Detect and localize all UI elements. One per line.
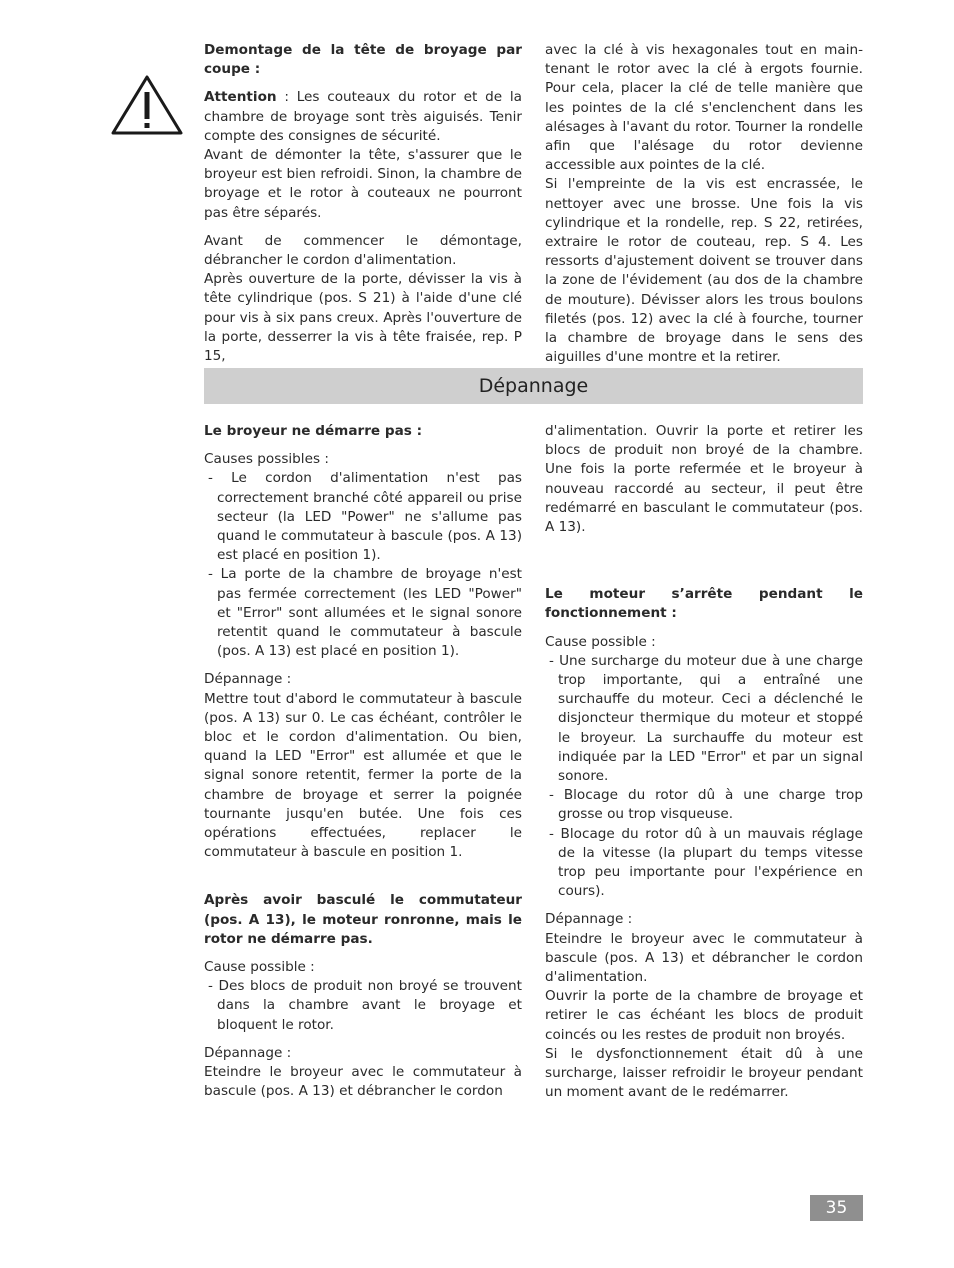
top-left-column	[204, 41, 522, 366]
top-right-column	[545, 41, 863, 367]
cause-label: Cause possible :	[545, 633, 656, 650]
depannage-text: Si le dysfonctionnement était dû à une surcharge, laisser refroidir le broyeur pendant un moment avant de le redémarrer.	[545, 1045, 863, 1101]
causes-label: Causes possibles :	[204, 451, 329, 468]
section-title-banner: Dépannage	[204, 368, 863, 404]
depannage-label: Dépannage :	[204, 1044, 292, 1061]
list-item: - Blocage du rotor dû à un mauvais réglage de la vitesse (la plupart du temps vitesse trop peu importante pour l'expérience en cours).	[549, 825, 863, 900]
list-item: - La porte de la chambre de broyage n'est pas fermée correctement (les LED "Power" et "Error" sont allumées et le signal sonore retentit quand le commutateur à bascule (pos. A 13) est placé en position 1).	[208, 566, 522, 660]
list-item: - Une surcharge du moteur due à une charge trop importante, qui a entraîné une surchauffe du moteur. Ceci a déclenché le disjoncteur thermique du moteur et stoppé le broyeur. La surchauffe du moteur est indiquée par la LED "Error" et par un signal sonore.	[549, 652, 863, 785]
screw-cleaning-paragraph: Si l'empreinte de la vis est encrassée, le nettoyer avec une brosse. Une fois la vis cylindrique et la rondelle, rep. S 22, retirées, extraire le rotor de couteau, rep. S 4. Les ressorts d'ajustement doivent se trouver dans la zone de l'évidement (au dos de la chambre de mouture). Dévisser alors les trous boulons filetés (pos. 12) avec la clé à fourche, tourner la chambre de broyage dans le sens des aiguilles d'une montre et la retirer.	[545, 176, 863, 366]
cooling-paragraph: Avant de démonter la tête, s'assurer que le broyeur est bien refroidi. Sinon, la chambre de broyage et le rotor à couteaux ne pourront pas être séparés.	[204, 147, 522, 221]
depannage-label: Dépannage :	[204, 671, 292, 688]
list-item: - Blocage du rotor dû à une charge trop grosse ou trop visqueuse.	[549, 787, 863, 823]
no-start-heading: Le broyeur ne démarre pas :	[204, 423, 423, 439]
open-door-paragraph: Après ouverture de la porte, dévisser la vis à tête cylindrique (pos. S 21) à l'aide d'une clé pour vis à six pans creux. Après l'ouverture de la porte, desserrer la vis à tête fraisée, rep. P 15,	[204, 271, 522, 365]
list-item: - Le cordon d'alimentation n'est pas correctement branché côté appareil ou prise secteur (la LED "Power" ne s'allume pas quand le commutateur à bascule (pos. A 13) est placé en position 1).	[208, 470, 522, 564]
motor-hums-heading: Après avoir basculé le commutateur (pos. A 13), le moteur ronronne, mais le rotor ne démarre pas.	[204, 892, 522, 947]
continued-paragraph: d'alimentation. Ouvrir la porte et retirer les blocs de produit non broyé de la chambre. Une fois la porte refermée et le broyeur à nouveau raccordé au secteur, il peut être redémarré en basculant le commutateur (pos. A 13).	[545, 423, 863, 536]
depannage-text: Mettre tout d'abord le commutateur à bascule (pos. A 13) sur 0. Le cas échéant, contrôler le bloc et le cordon d'alimentation. Ou bien, quand la LED "Error" est allumée et que le signal sonore retentit, fermer la porte de la chambre de broyage et serrer la poignée tournante jusqu'en butée. Une fois ces opérations effectuées, replacer le commutateur à bascule en position 1.	[204, 690, 522, 861]
motor-stops-heading: Le moteur s’arrête pendant le fonctionnement :	[545, 586, 863, 622]
warning-triangle-icon	[110, 74, 184, 136]
cause-list	[204, 977, 522, 1035]
bottom-left-column	[204, 422, 522, 1102]
attention-paragraph	[204, 88, 522, 146]
attention-label: Attention	[204, 89, 277, 106]
cause-label: Cause possible :	[204, 959, 315, 976]
rotor-key-paragraph: avec la clé à vis hexagonales tout en main- tenant le rotor avec la clé à ergots fournie. Pour cela, placer la clé de telle manière que les pointes de la clé s'enclenchent dans les alésages à l'avant du rotor. Tourner la rondelle afin que l'alésage du rotor devienne accessible aux pointes de la clé.	[545, 42, 863, 174]
unplug-paragraph: Avant de commencer le démontage, débrancher le cordon d'alimentation.	[204, 232, 522, 269]
dismantling-heading: Demontage de la tête de broyage par coupe :	[204, 42, 522, 78]
depannage-label: Dépannage :	[545, 911, 633, 928]
depannage-text: Eteindre le broyeur avec le commutateur à bascule (pos. A 13) et débrancher le cordon	[204, 1064, 522, 1100]
list-item: - Des blocs de produit non broyé se trouvent dans la chambre avant le broyage et bloquent le rotor.	[208, 978, 522, 1033]
attention-text: : Les couteaux du rotor et de la chambre de broyage sont très aiguisés. Tenir compte des consignes de sécurité.	[204, 89, 522, 144]
depannage-text: Ouvrir la porte de la chambre de broyage et retirer le cas échéant les blocs de produit coincés ou les restes de produit non broyés.	[545, 988, 863, 1043]
causes-list	[204, 469, 522, 661]
depannage-text: Eteindre le broyeur avec le commutateur à bascule (pos. A 13) et débrancher le cordon d'alimentation.	[545, 930, 863, 986]
page-number: 35	[810, 1195, 863, 1221]
cause-list	[545, 652, 863, 902]
bottom-right-column	[545, 422, 863, 1103]
